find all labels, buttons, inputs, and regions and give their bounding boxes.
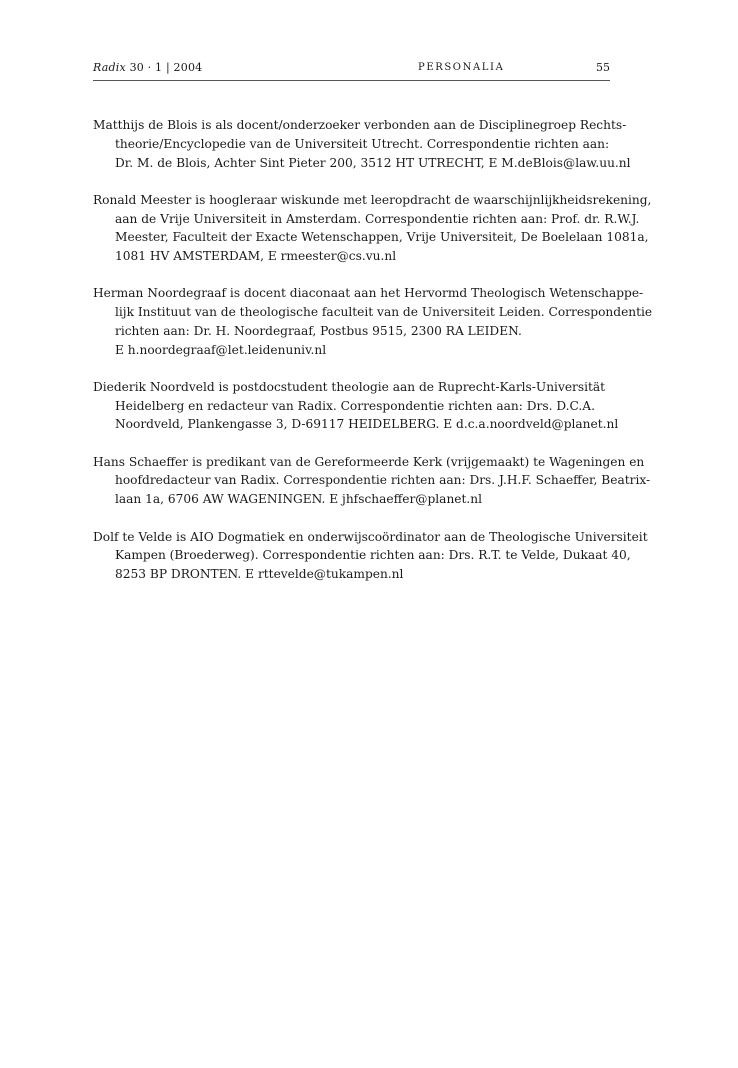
entry-line: lijk Instituut van de theologische faculteit van de Universiteit Leiden. Correspondentie: [115, 305, 653, 320]
running-header: [93, 58, 610, 81]
entry-line: Herman Noordegraaf is docent diaconaat aan het Hervormd Theologisch Wetenschappe-: [93, 286, 644, 301]
entry-line: richten aan: Dr. H. Noordegraaf, Postbus 9515, 2300 RA LEIDEN.: [115, 323, 522, 338]
section-title: personalia: [418, 58, 505, 74]
journal-title: Radix: [93, 61, 126, 74]
personalia-entry: [93, 116, 633, 172]
entry-line: Hans Schaeffer is predikant van de Gereformeerde Kerk (vrijgemaakt) te Wageningen en: [93, 454, 645, 469]
entry-line: Matthijs de Blois is als docent/onderzoeker verbonden aan de Disciplinegroep Rechts-: [93, 118, 627, 133]
personalia-entry: [93, 191, 652, 266]
personalia-entry: [93, 378, 633, 434]
personalia-entry: [93, 284, 653, 359]
entry-line: Noordveld, Plankengasse 3, D-69117 HEIDELBERG. E d.c.a.noordveld@planet.nl: [115, 417, 619, 432]
entry-line: hoofdredacteur van Radix. Correspondentie richten aan: Drs. J.H.F. Schaeffer, Beatrix-: [115, 473, 651, 488]
personalia-entry: [93, 453, 651, 509]
entry-line: 1081 HV AMSTERDAM, E rmeester@cs.vu.nl: [115, 249, 397, 264]
page-number: 55: [596, 61, 610, 74]
entry-line: aan de Vrije Universiteit in Amsterdam. Correspondentie richten aan: Prof. dr. R.W.J.: [115, 211, 640, 226]
personalia-list: [93, 104, 653, 602]
entry-line: Heidelberg en redacteur van Radix. Correspondentie richten aan: Drs. D.C.A.: [115, 398, 595, 413]
entry-line: 8253 BP DRONTEN. E rttevelde@tukampen.nl: [115, 566, 404, 581]
entry-line: Dolf te Velde is AIO Dogmatiek en onderwijscoördinator aan de Theologische Universiteit: [93, 529, 648, 544]
entry-line: Dr. M. de Blois, Achter Sint Pieter 200, 3512 HT UTRECHT, E M.deBlois@law.uu.nl: [115, 155, 631, 170]
entry-line: Diederik Noordveld is postdocstudent theologie aan de Ruprecht-Karls-Universität: [93, 379, 606, 394]
entry-line: theorie/Encyclopedie van de Universiteit Utrecht. Correspondentie richten aan:: [115, 136, 610, 151]
entry-line: Meester, Faculteit der Exacte Wetenschappen, Vrije Universiteit, De Boelelaan 1081a,: [115, 230, 649, 245]
journal-issue: 30 · 1 | 2004: [129, 61, 203, 74]
entry-line: E h.noordegraaf@let.leidenuniv.nl: [115, 342, 327, 357]
header-journal-info: [93, 61, 202, 74]
personalia-entry: [93, 528, 648, 584]
entry-line: laan 1a, 6706 AW WAGENINGEN. E jhfschaeffer@planet.nl: [115, 492, 483, 507]
entry-line: Kampen (Broederweg). Correspondentie richten aan: Drs. R.T. te Velde, Dukaat 40,: [115, 548, 631, 563]
entry-line: Ronald Meester is hoogleraar wiskunde met leeropdracht de waarschijnlijkheidsrekening,: [93, 192, 652, 207]
